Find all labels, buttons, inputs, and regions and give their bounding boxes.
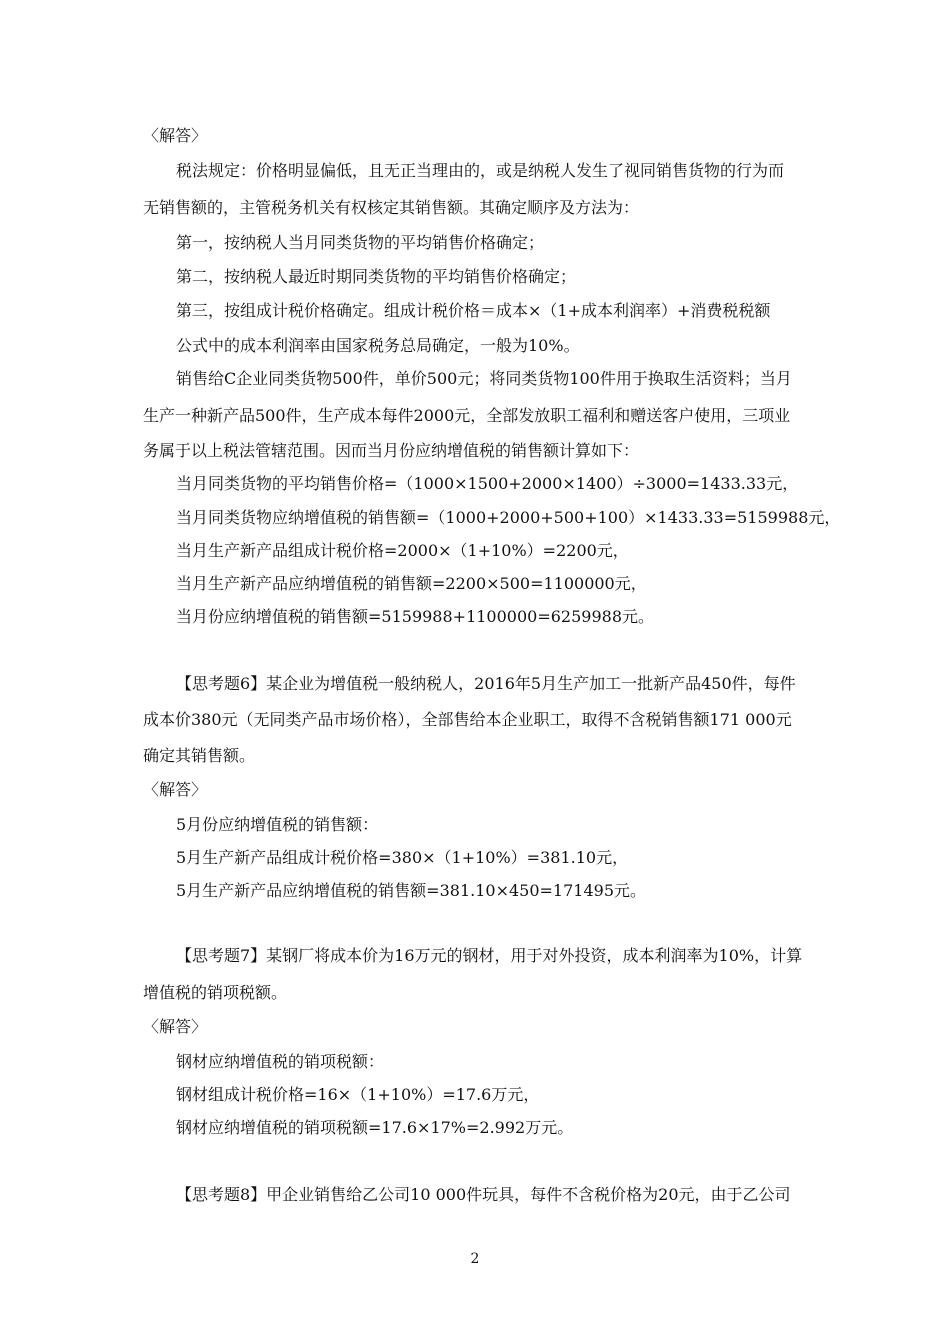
formula-line: 当月同类货物应纳增值税的销售额=（1000+2000+500+100）×1433.33=5159988元，: [176, 508, 841, 527]
paragraph-line: 务属于以上税法管辖范围。因而当月份应纳增值税的销售额计算如下：: [143, 441, 640, 460]
question-line: 【思考题7】某钢厂将成本价为16万元的钢材，用于对外投资，成本利润率为10%，计算: [176, 946, 803, 965]
paragraph-line: 公式中的成本利润率由国家税务总局确定，一般为10%。: [176, 336, 580, 355]
paragraph-line: 第一，按纳税人当月同类货物的平均销售价格确定；: [176, 233, 545, 252]
question-line: 【思考题6】某企业为增值税一般纳税人，2016年5月生产加工一批新产品450件，每件: [176, 674, 796, 693]
formula-line: 当月生产新产品组成计税价格=2000×（1+10%）=2200元，: [176, 541, 629, 560]
formula-line: 当月份应纳增值税的销售额=5159988+1100000=6259988元。: [176, 607, 654, 626]
paragraph-line: 第三，按组成计税价格确定。组成计税价格＝成本×（1+成本利润率）+消费税税额: [176, 301, 771, 320]
formula-line: 当月生产新产品应纳增值税的销售额=2200×500=1100000元，: [176, 574, 647, 593]
answer-label: 〈解答〉: [143, 780, 208, 799]
question-line: 增值税的销项税额。: [143, 983, 288, 1002]
paragraph-line: 第二，按纳税人最近时期同类货物的平均销售价格确定；: [176, 267, 577, 286]
formula-line: 5月生产新产品组成计税价格=380×（1+10%）=381.10元，: [176, 848, 629, 867]
answer-label: 〈解答〉: [143, 126, 208, 145]
formula-line: 钢材应纳增值税的销项税额：: [176, 1052, 385, 1071]
paragraph-line: 生产一种新产品500件，生产成本每件2000元，全部发放职工福利和赠送客户使用，三项业: [143, 406, 791, 425]
question-line: 【思考题8】甲企业销售给乙公司10 000件玩具，每件不含税价格为20元，由于乙公司: [176, 1185, 791, 1204]
formula-line: 5月份应纳增值税的销售额：: [176, 815, 379, 834]
paragraph-line: 税法规定：价格明显偏低，且无正当理由的，或是纳税人发生了视同销售货物的行为而: [176, 161, 785, 180]
formula-line: 5月生产新产品应纳增值税的销售额=381.10×450=171495元。: [176, 881, 647, 900]
formula-line: 当月同类货物的平均销售价格=（1000×1500+2000×1400）÷3000=1433.33元，: [176, 474, 799, 493]
answer-label: 〈解答〉: [143, 1017, 208, 1036]
question-line: 确定其销售额。: [143, 746, 256, 765]
page-number: 2: [470, 1251, 480, 1267]
question-line: 成本价380元（无同类产品市场价格），全部售给本企业职工，取得不含税销售额171 000元: [143, 710, 792, 729]
paragraph-line: 销售给C企业同类货物500件，单价500元；将同类货物100件用于换取生活资料；当月: [176, 369, 792, 388]
formula-line: 钢材组成计税价格=16×（1+10%）=17.6万元，: [176, 1085, 540, 1104]
paragraph-line: 无销售额的，主管税务机关有权核定其销售额。其确定顺序及方法为：: [143, 198, 640, 217]
formula-line: 钢材应纳增值税的销项税额=17.6×17%=2.992万元。: [176, 1118, 574, 1137]
